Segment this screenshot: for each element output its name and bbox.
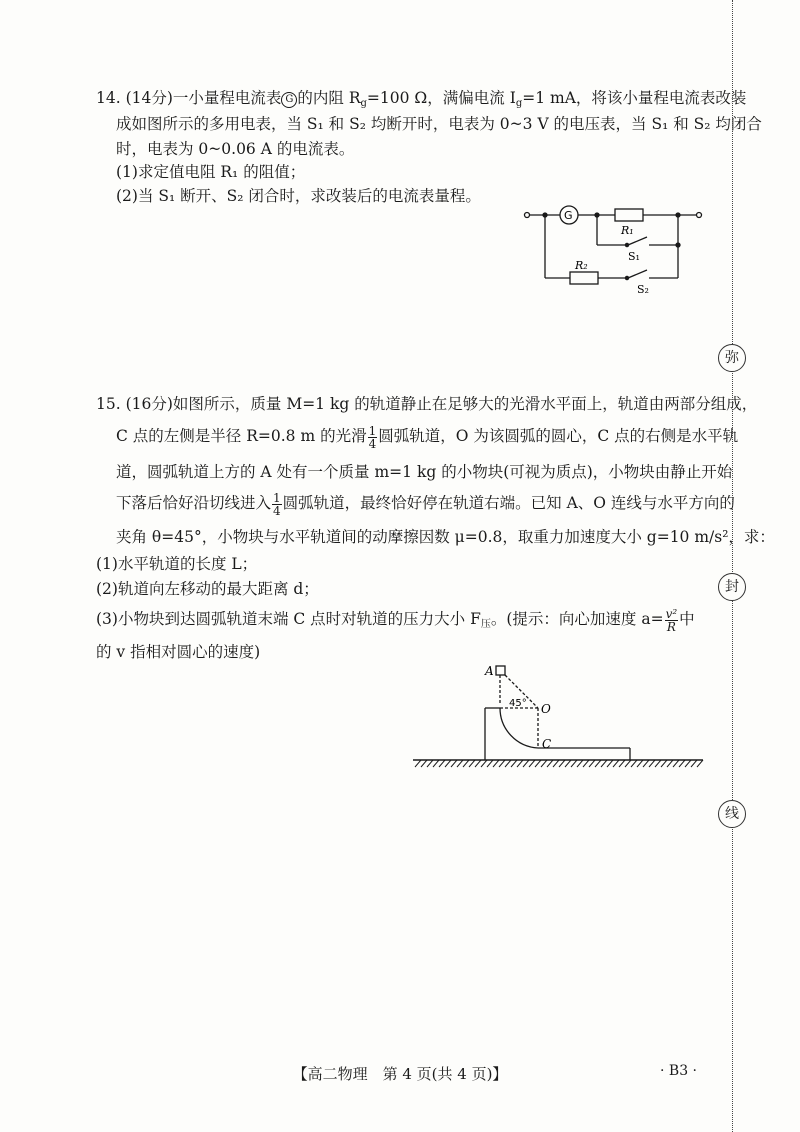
quarter-fraction: $\frac{1}{4}$ — [368, 423, 377, 451]
q15-line1: 15. (16分)如图所示，质量 M=1 kg 的轨道静止在足够大的光滑水平面上，轨道由两部分组成， — [96, 395, 758, 413]
point-a-label: A — [485, 664, 494, 678]
q15-line4: 下落后恰好沿切线进入 $\frac{1}{4}$ 圆弧轨道，最终恰好停在轨道右端。已知 A、O 连线与水平方向的 — [116, 490, 735, 518]
q14-line3: 时，电表为 0~0.06 A 的电流表。 — [116, 140, 355, 158]
q15-line3: 道，圆弧轨道上方的 A 处有一个质量 m=1 kg 的小物块(可视为质点)，小物块由静止开始 — [116, 463, 733, 481]
q15-subq2: (2)轨道向左移动的最大距离 d； — [96, 580, 319, 598]
binding-dotted-line — [732, 0, 733, 1132]
circuit-diagram — [515, 200, 715, 300]
s2-label: S₂ — [637, 283, 649, 296]
angle-label: 45° — [509, 698, 527, 709]
quarter-fraction: $\frac{1}{4}$ — [273, 490, 281, 518]
q15-subq1: (1)水平轨道的长度 L； — [96, 555, 258, 573]
q15-subq3: (3)小物块到达圆弧轨道末端 C 点时对轨道的压力大小 $F_压$。(提示：向心加速度 a= $\frac{\text{v²}}{R}$ 中 — [96, 606, 695, 634]
q15-line5: 夹角 θ=45°，小物块与水平轨道间的动摩擦因数 μ=0.8，取重力加速度大小 g=10 m/s²，求： — [116, 528, 775, 546]
page-code: · B3 · — [660, 1063, 697, 1079]
page-footer: 【高二物理 第 4 页(共 4 页)】 — [292, 1065, 508, 1083]
s1-label: S₁ — [628, 250, 640, 263]
galvanometer-label: G — [564, 209, 573, 222]
r2-label: R₂ — [575, 259, 588, 272]
q14-line1: 14. (14分)一小量程电流表 G 的内阻 $R_g=100$ Ω，满偏电流 $I_g=1$ mA，将该小量程电流表改装 — [96, 89, 747, 109]
binding-mark-xian: 线 — [718, 800, 746, 828]
r1-label: R₁ — [621, 224, 634, 237]
point-c-label: C — [542, 737, 552, 751]
q15-line2: C 点的左侧是半径 R=0.8 m 的光滑 $\frac{1}{4}$ 圆弧轨道，O 为该圆弧的圆心，C 点的右侧是水平轨 — [116, 423, 739, 451]
q14-subq2: (2)当 S₁ 断开、S₂ 闭合时，求改装后的电流表量程。 — [116, 187, 481, 205]
q14-line2: 成如图所示的多用电表，当 S₁ 和 S₂ 均断开时，电表为 0~3 V 的电压表，当 S₁ 和 S₂ 均闭合 — [116, 115, 762, 133]
q15-subq3-cont: 的 v 指相对圆心的速度) — [96, 643, 261, 661]
track-diagram — [405, 660, 710, 775]
q14-subq1: (1)求定值电阻 R₁ 的阻值； — [116, 163, 306, 181]
binding-mark-mi: 弥 — [718, 344, 746, 372]
binding-mark-feng: 封 — [718, 573, 746, 601]
ground-hatching — [415, 760, 703, 767]
point-o-label: O — [541, 702, 551, 716]
galvanometer-symbol: G — [281, 92, 297, 108]
centripetal-fraction: $\frac{\text{v²}}{R}$ — [665, 606, 678, 634]
